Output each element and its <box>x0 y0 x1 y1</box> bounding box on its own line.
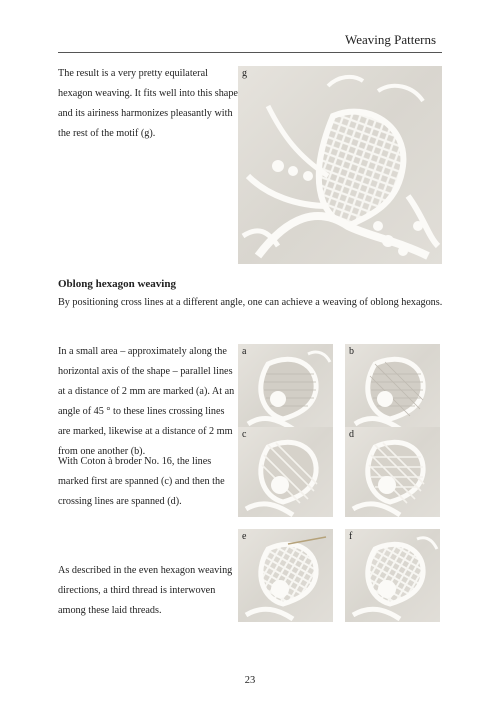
photo-label-g: g <box>242 68 247 79</box>
photo-c <box>238 427 333 517</box>
photo-b <box>345 344 440 431</box>
photo-label-d: d <box>349 429 354 440</box>
embroidery-image-a <box>238 344 333 431</box>
section-intro: By positioning cross lines at a different angle, one can achieve a weaving of oblong hexagons. <box>58 297 443 308</box>
intro-paragraph: The result is a very pretty equilateral hexagon weaving. It fits well into this shape and its airiness harmonizes pleasantly with the rest of the motif (g). <box>58 68 238 139</box>
embroidery-image-g <box>238 66 442 264</box>
photo-d <box>345 427 440 517</box>
photo-a <box>238 344 333 431</box>
embroidery-image-b <box>345 344 440 431</box>
step2-paragraph: With Coton à broder No. 16, the lines marked first are spanned (c) and then the crossing lines are spanned (d). <box>58 456 225 507</box>
embroidery-image-f <box>345 529 440 622</box>
step3-paragraph: As described in the even hexagon weaving directions, a third thread is interwoven among these laid threads. <box>58 565 233 616</box>
photo-label-b: b <box>349 346 354 357</box>
section-heading: Oblong hexagon weaving <box>58 278 176 290</box>
embroidery-image-e <box>238 529 333 622</box>
photo-f <box>345 529 440 622</box>
photo-label-a: a <box>242 346 247 357</box>
embroidery-image-c <box>238 427 333 517</box>
page-number: 23 <box>244 675 256 686</box>
photo-label-f: f <box>349 531 353 542</box>
header-rule <box>58 52 442 53</box>
running-header: Weaving Patterns <box>344 32 436 47</box>
photo-label-e: e <box>242 531 247 542</box>
step1-paragraph: In a small area – approximately along the horizontal axis of the shape – parallel lines at a distance of 2 mm are marked (a). At an angle of 45 ° to these lines crossing lines are marked, likewise at a distance of 2 mm from one another (b). <box>58 346 235 457</box>
photo-e <box>238 529 333 622</box>
embroidery-image-d <box>345 427 440 517</box>
photo-label-c: c <box>242 429 247 440</box>
photo-g <box>238 66 442 264</box>
